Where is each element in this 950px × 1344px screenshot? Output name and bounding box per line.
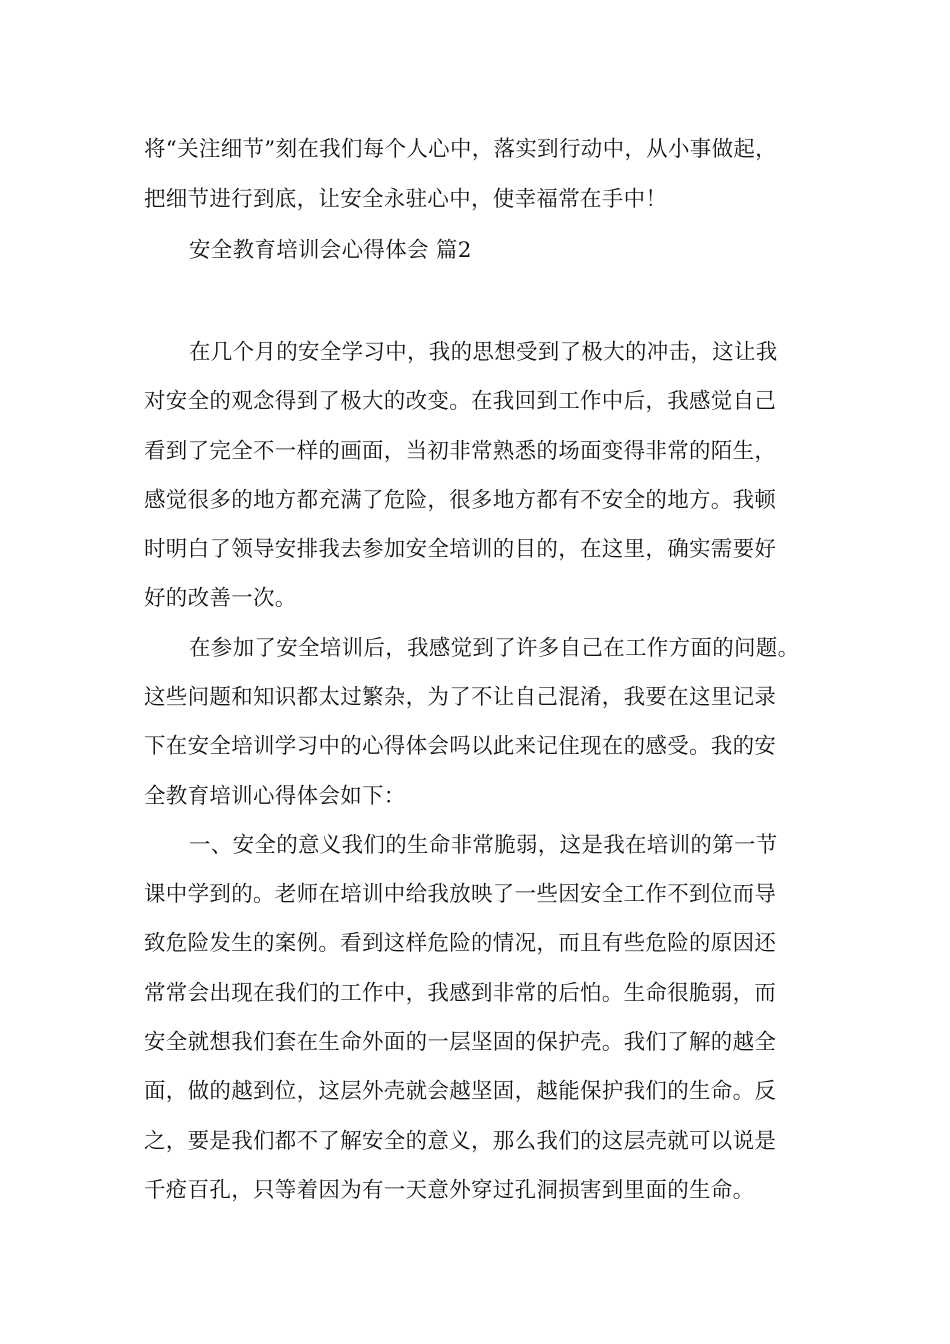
paragraph-line: 课中学到的。老师在培训中给我放映了一些因安全工作不到位而导 <box>144 882 777 907</box>
paragraph-line: 一、安全的意义我们的生命非常脆弱，这是我在培训的第一节 <box>189 833 778 858</box>
paragraph-line: 千疮百孔，只等着因为有一天意外穿过孔洞损害到里面的生命。 <box>144 1178 755 1203</box>
paragraph-line: 在参加了安全培训后，我感觉到了许多自己在工作方面的问题。 <box>189 636 800 661</box>
paragraph-line: 下在安全培训学习中的心得体会吗以此来记住现在的感受。我的安 <box>144 734 777 759</box>
paragraph-line: 之，要是我们都不了解安全的意义，那么我们的这层壳就可以说是 <box>144 1129 777 1154</box>
continuation-line: 将“关注细节”刻在我们每个人心中，落实到行动中，从小事做起， <box>144 137 777 162</box>
paragraph-line: 全教育培训心得体会如下： <box>144 784 406 809</box>
paragraph-line: 对安全的观念得到了极大的改变。在我回到工作中后，我感觉自己 <box>144 389 777 414</box>
paragraph-line: 这些问题和知识都太过繁杂，为了不让自己混淆，我要在这里记录 <box>144 685 777 710</box>
paragraph-line: 常常会出现在我们的工作中，我感到非常的后怕。生命很脆弱，而 <box>144 981 777 1006</box>
paragraph-line: 面，做的越到位，这层外壳就会越坚固，越能保护我们的生命。反 <box>144 1079 777 1104</box>
paragraph-line: 感觉很多的地方都充满了危险，很多地方都有不安全的地方。我顿 <box>144 488 777 513</box>
continuation-line: 把细节进行到底，让安全永驻心中，使幸福常在手中！ <box>144 187 668 212</box>
paragraph-line: 致危险发生的案例。看到这样危险的情况，而且有些危险的原因还 <box>144 931 777 956</box>
paragraph-line: 在几个月的安全学习中，我的思想受到了极大的冲击，这让我 <box>189 340 778 365</box>
paragraph-line: 安全就想我们套在生命外面的一层坚固的保护壳。我们了解的越全 <box>144 1030 777 1055</box>
section-title: 安全教育培训会心得体会 篇2 <box>189 238 472 263</box>
paragraph-line: 好的改善一次。 <box>144 586 297 611</box>
paragraph-line: 时明白了领导安排我去参加安全培训的目的，在这里，确实需要好 <box>144 537 777 562</box>
paragraph-line: 看到了完全不一样的画面，当初非常熟悉的场面变得非常的陌生， <box>144 439 777 464</box>
